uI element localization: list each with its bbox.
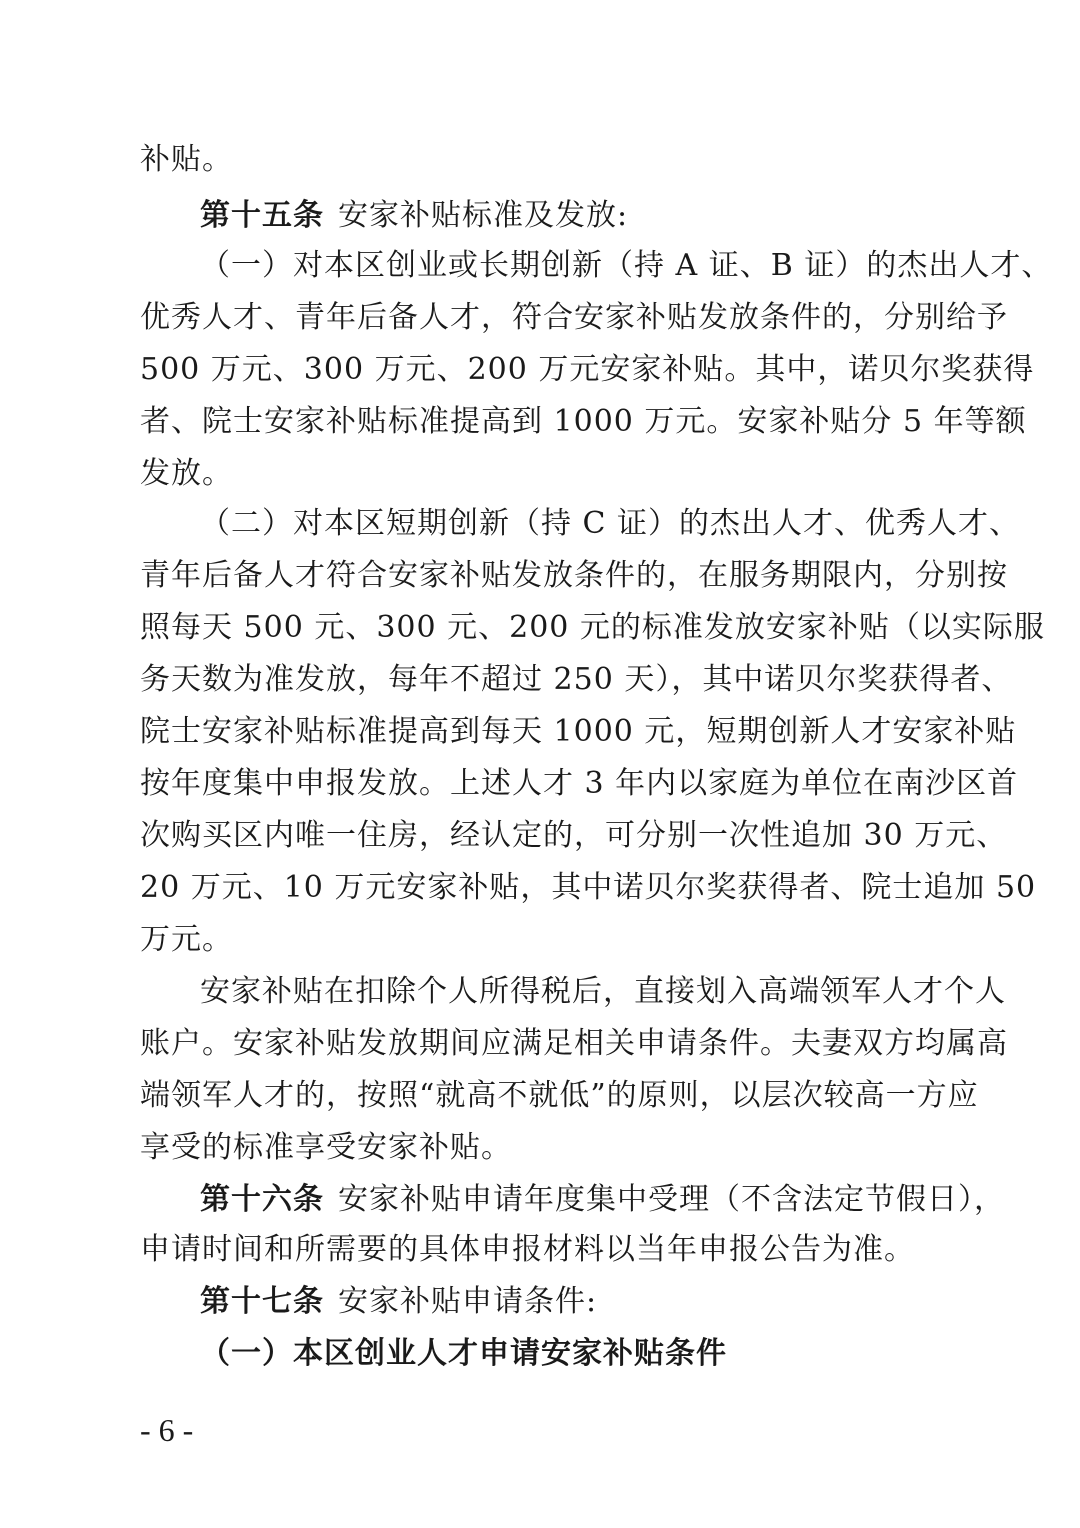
text-line-16: 万元。	[140, 922, 233, 957]
text-line-22: 申请时间和所需要的具体申报材料以当年申报公告为准。	[140, 1232, 915, 1267]
article-number: 第十五条	[200, 198, 324, 233]
text-line-5: 500 万元、300 万元、200 万元安家补贴。其中，诺贝尔奖获得	[140, 352, 1035, 387]
text-line-6: 者、院士安家补贴标准提高到 1000 万元。安家补贴分 5 年等额	[140, 404, 1027, 439]
text-line-17: 安家补贴在扣除个人所得税后，直接划入高端领军人才个人	[200, 974, 1006, 1009]
text-line-13: 按年度集中申报发放。上述人才 3 年内以家庭为单位在南沙区首	[140, 766, 1019, 801]
text-line-4: 优秀人才、青年后备人才，符合安家补贴发放条件的，分别给予	[140, 300, 1008, 335]
text-line-3: （一）对本区创业或长期创新（持 A 证、B 证）的杰出人才、	[200, 248, 1053, 283]
article-number: 第十六条	[200, 1182, 324, 1217]
text-line-19: 端领军人才的，按照“就高不就低”的原则，以层次较高一方应	[140, 1078, 979, 1113]
text-line-20: 享受的标准享受安家补贴。	[140, 1130, 512, 1165]
text-line-7: 发放。	[140, 456, 233, 491]
text-line-11: 务天数为准发放，每年不超过 250 天），其中诺贝尔奖获得者、	[140, 662, 1013, 697]
page-number: - 6 -	[140, 1412, 194, 1448]
article-17-heading: 第十七条 安家补贴申请条件:	[200, 1284, 598, 1319]
text-line-15: 20 万元、10 万元安家补贴，其中诺贝尔奖获得者、院士追加 50	[140, 870, 1037, 905]
text-line-12: 院士安家补贴标准提高到每天 1000 元，短期创新人才安家补贴	[140, 714, 1017, 749]
text-line-10: 照每天 500 元、300 元、200 元的标准发放安家补贴（以实际服	[140, 610, 1045, 645]
text-line-18: 账户。安家补贴发放期间应满足相关申请条件。夫妻双方均属高	[140, 1026, 1008, 1061]
article-number: 第十七条	[200, 1284, 324, 1319]
text-line-9: 青年后备人才符合安家补贴发放条件的，在服务期限内，分别按	[140, 558, 1008, 593]
text-line-8: （二）对本区短期创新（持 C 证）的杰出人才、优秀人才、	[200, 506, 1021, 541]
text-line-1: 补贴。	[140, 142, 233, 177]
article-16-heading: 第十六条 安家补贴申请年度集中受理（不含法定节假日），	[200, 1182, 1005, 1217]
article-15-heading: 第十五条 安家补贴标准及发放:	[200, 198, 629, 233]
text-line-14: 次购买区内唯一住房，经认定的，可分别一次性追加 30 万元、	[140, 818, 1008, 853]
subsection-heading: （一）本区创业人才申请安家补贴条件	[200, 1336, 727, 1371]
